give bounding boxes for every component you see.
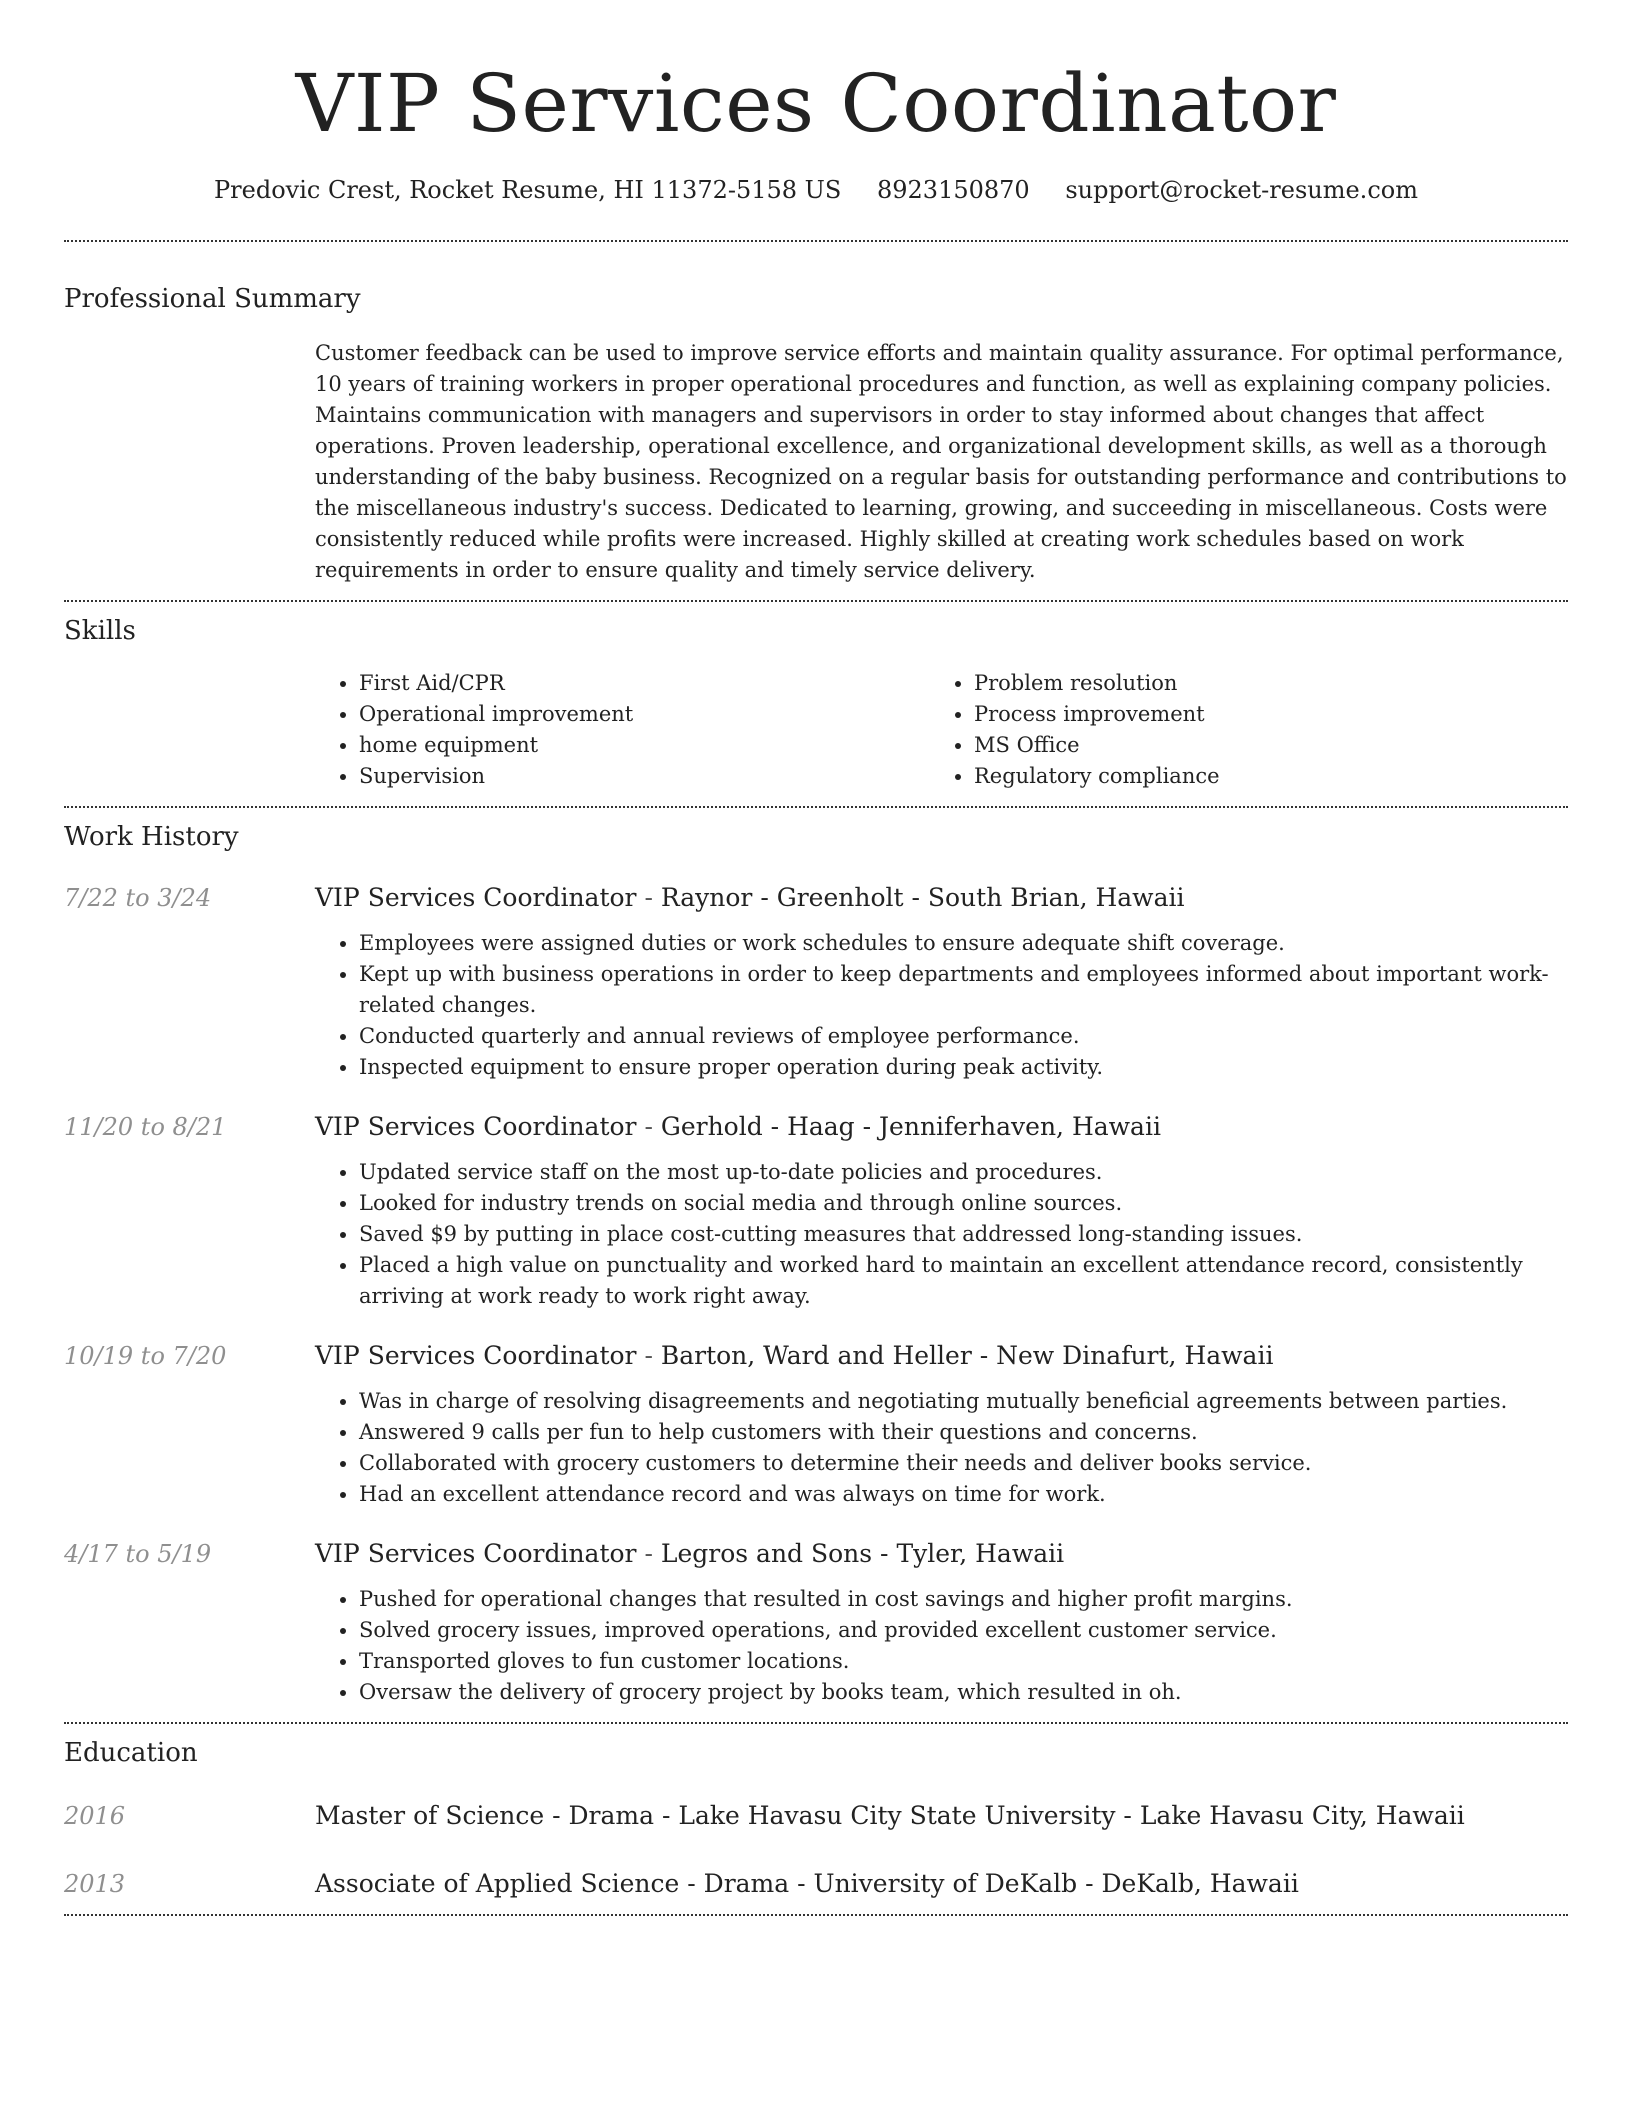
education-degree: Master of Science - Drama bbox=[315, 1801, 654, 1830]
job-title: VIP Services Coordinator bbox=[315, 1341, 637, 1370]
job-company: Gerhold - Haag - Jenniferhaven, Hawaii bbox=[660, 1112, 1161, 1141]
skills-section bbox=[64, 602, 1568, 806]
job-company: Raynor - Greenholt - South Brian, Hawaii bbox=[660, 883, 1185, 912]
skills-right-column bbox=[930, 668, 1545, 792]
job-title: VIP Services Coordinator bbox=[315, 883, 637, 912]
job-bullet: • Answered 9 calls per fun to help customers with their questions and concerns. bbox=[359, 1417, 1568, 1448]
job-entry bbox=[64, 1340, 1568, 1510]
candidate-name: VIP Services Coordinator bbox=[295, 57, 1337, 150]
job-bullet: • Oversaw the delivery of grocery project by books team, which resulted in oh. bbox=[359, 1677, 1568, 1708]
job-bullets bbox=[315, 1584, 1568, 1708]
education-year: 2016 bbox=[64, 1802, 126, 1830]
education-divider bbox=[64, 1914, 1568, 1916]
job-body bbox=[315, 882, 1568, 1083]
job-bullets bbox=[315, 1386, 1568, 1510]
job-entry bbox=[64, 1538, 1568, 1708]
job-title-line: VIP Services Coordinator - Legros and Sons - Tyler, Hawaii bbox=[315, 1539, 1065, 1568]
job-bullet: • Conducted quarterly and annual reviews of employee performance. bbox=[359, 1021, 1568, 1052]
job-title-line: VIP Services Coordinator - Barton, Ward and Heller - New Dinafurt, Hawaii bbox=[315, 1341, 1274, 1370]
work-history-section bbox=[64, 808, 1568, 1722]
job-bullet: • Collaborated with grocery customers to determine their needs and deliver books service. bbox=[359, 1448, 1568, 1479]
job-dates: 4/17 to 5/19 bbox=[64, 1540, 212, 1568]
resume-page bbox=[64, 0, 1568, 1916]
education-school: University of DeKalb - DeKalb, Hawaii bbox=[813, 1869, 1299, 1898]
job-bullet: • Transported gloves to fun customer locations. bbox=[359, 1646, 1568, 1677]
job-entry bbox=[64, 882, 1568, 1083]
skill-item: • Operational improvement bbox=[359, 699, 930, 730]
education-entry bbox=[64, 1868, 1568, 1900]
skill-item: • Regulatory compliance bbox=[974, 761, 1545, 792]
job-title-line: VIP Services Coordinator - Gerhold - Haag - Jenniferhaven, Hawaii bbox=[315, 1112, 1161, 1141]
education-entry bbox=[64, 1800, 1568, 1832]
job-company: Legros and Sons - Tyler, Hawaii bbox=[660, 1539, 1065, 1568]
job-title-line: VIP Services Coordinator - Raynor - Greenholt - South Brian, Hawaii bbox=[315, 883, 1185, 912]
job-bullet: • Had an excellent attendance record and was always on time for work. bbox=[359, 1479, 1568, 1510]
job-bullet: • Employees were assigned duties or work schedules to ensure adequate shift coverage. bbox=[359, 928, 1568, 959]
job-dates: 11/20 to 8/21 bbox=[64, 1113, 227, 1141]
job-bullet: • Saved $9 by putting in place cost-cutting measures that addressed long-standing issues. bbox=[359, 1219, 1568, 1250]
skill-item: • Supervision bbox=[359, 761, 930, 792]
skills-left-column bbox=[315, 668, 930, 792]
skill-item: • Process improvement bbox=[974, 699, 1545, 730]
job-entry bbox=[64, 1111, 1568, 1312]
job-bullet: • Looked for industry trends on social media and through online sources. bbox=[359, 1188, 1568, 1219]
job-company: Barton, Ward and Heller - New Dinafurt, Hawaii bbox=[660, 1341, 1274, 1370]
job-bullet: • Inspected equipment to ensure proper operation during peak activity. bbox=[359, 1052, 1568, 1083]
education-degree: Associate of Applied Science - Drama bbox=[315, 1869, 790, 1898]
contact-email: support@rocket-resume.com bbox=[1065, 176, 1418, 204]
skill-item: • Problem resolution bbox=[974, 668, 1545, 699]
summary-text: Customer feedback can be used to improve service efforts and maintain quality assurance. For optimal performance, 10 years of training workers in proper operational procedures and function, as well as explaining company policies. Maintains communication with managers and supervisors in order to stay informed about changes that affect operations. Proven leadership, operational excellence, and organizational development skills, as well as a thorough understanding of the baby business. Recognized on a regular basis for outstanding performance and contributions to the miscellaneous industry's success. Dedicated to learning, growing, and succeeding in miscellaneous. Costs were consistently reduced while profits were increased. Highly skilled at creating work schedules based on work requirements in order to ensure quality and timely service delivery. bbox=[315, 341, 1567, 582]
education-section bbox=[64, 1724, 1568, 1914]
skill-item: • home equipment bbox=[359, 730, 930, 761]
job-dates: 7/22 to 3/24 bbox=[64, 884, 212, 912]
job-dates: 10/19 to 7/20 bbox=[64, 1342, 227, 1370]
skill-item: • First Aid/CPR bbox=[359, 668, 930, 699]
job-body bbox=[315, 1111, 1568, 1312]
contact-phone: 8923150870 bbox=[877, 176, 1030, 204]
skill-item: • MS Office bbox=[974, 730, 1545, 761]
job-bullet: • Pushed for operational changes that resulted in cost savings and higher profit margins. bbox=[359, 1584, 1568, 1615]
job-body bbox=[315, 1538, 1568, 1708]
job-bullet: • Kept up with business operations in order to keep departments and employees informed about important work-related changes. bbox=[359, 959, 1568, 1021]
education-title: Associate of Applied Science - Drama - University of DeKalb - DeKalb, Hawaii bbox=[315, 1869, 1299, 1898]
job-bullets bbox=[315, 928, 1568, 1083]
skills-grid bbox=[315, 668, 1568, 792]
job-title: VIP Services Coordinator bbox=[315, 1539, 637, 1568]
education-heading: Education bbox=[64, 1738, 198, 1768]
education-school: Lake Havasu City State University - Lake Havasu City, Hawaii bbox=[678, 1801, 1465, 1830]
work-history-heading: Work History bbox=[64, 822, 239, 852]
education-title: Master of Science - Drama - Lake Havasu City State University - Lake Havasu City, Hawaii bbox=[315, 1801, 1465, 1830]
job-title: VIP Services Coordinator bbox=[315, 1112, 637, 1141]
skills-heading: Skills bbox=[64, 616, 136, 646]
education-year: 2013 bbox=[64, 1870, 126, 1898]
job-bullet: • Was in charge of resolving disagreements and negotiating mutually beneficial agreements between parties. bbox=[359, 1386, 1568, 1417]
job-bullet: • Updated service staff on the most up-to-date policies and procedures. bbox=[359, 1157, 1568, 1188]
job-bullet: • Solved grocery issues, improved operations, and provided excellent customer service. bbox=[359, 1615, 1568, 1646]
summary-section bbox=[64, 242, 1568, 600]
job-bullets bbox=[315, 1157, 1568, 1312]
contact-line bbox=[64, 174, 1568, 206]
job-bullet: • Placed a high value on punctuality and worked hard to maintain an excellent attendance record, consistently arriving at work ready to work right away. bbox=[359, 1250, 1568, 1312]
summary-heading: Professional Summary bbox=[64, 284, 361, 314]
contact-address: Predovic Crest, Rocket Resume, HI 11372-5158 US bbox=[214, 176, 842, 204]
job-body bbox=[315, 1340, 1568, 1510]
